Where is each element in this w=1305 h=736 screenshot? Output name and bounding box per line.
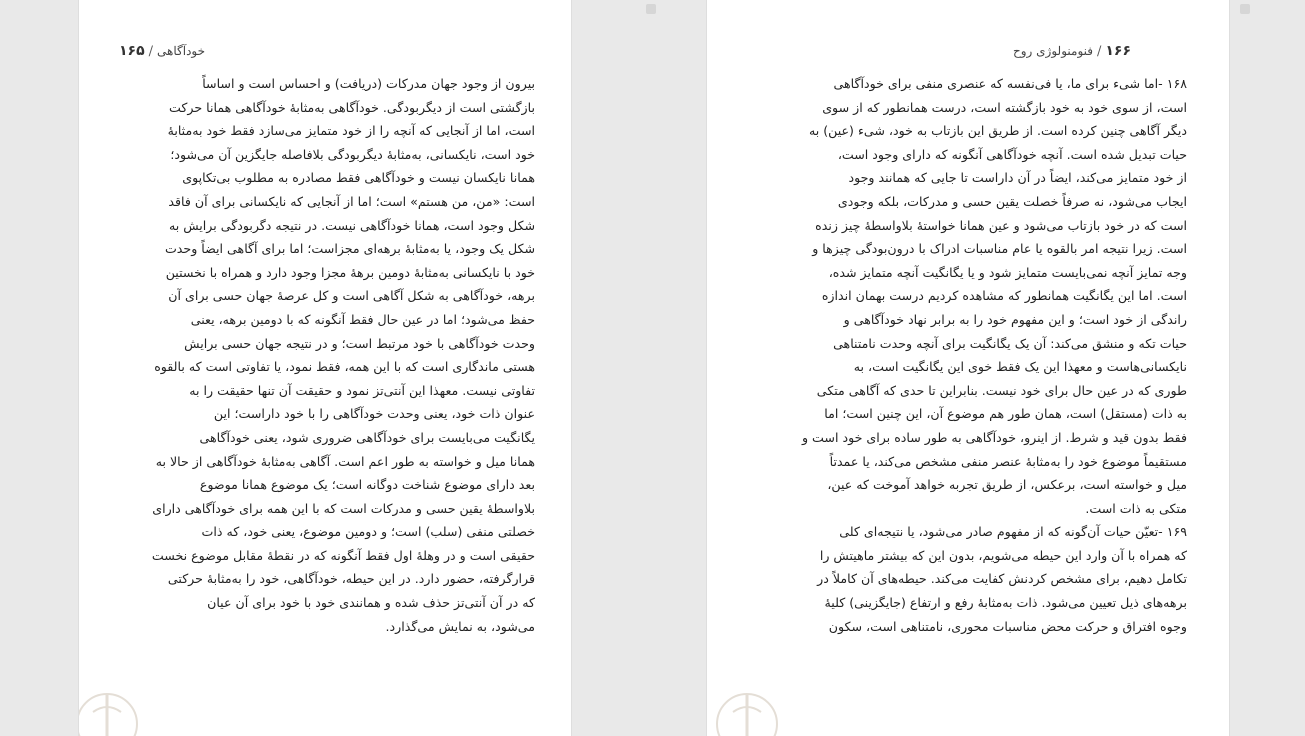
text-line: همانا میل و خواسته به طور اعم است. آگاهی به‌مثابهٔ خودآگاهی از حالا به xyxy=(155,453,535,469)
left-page-body xyxy=(119,72,535,638)
text-line: ۱۶۹ -تعیّن حیات آن‌گونه که از مفهوم صادر می‌شود، یا نتیجه‌ای کلی xyxy=(839,524,1187,540)
text-line: شکل یک وجود، یا به‌مثابهٔ برهه‌ای مجزاست؛ اما برای آگاهی ایضاً وحدت xyxy=(164,241,535,257)
right-page xyxy=(706,0,1230,736)
text-line: هستی ماندگاری است که با این همه، فقط نمود، یا تفاوتی است که بالقوه xyxy=(154,359,535,375)
text-line: نایکسانی‌هاست و معهذا این یک فقط خوی این یگانگیت است، به xyxy=(853,359,1187,375)
text-line: از خود متمایز می‌کند، ایضاً در آن داراست تا جایی که همانند وجود xyxy=(848,170,1187,186)
text-line: ایجاب می‌شود، نه صرفاً خصلت یقین حسی و مدرکات، بلکه وجودی xyxy=(837,193,1187,209)
text-line: خود است، نایکسانی، به‌مثابهٔ دیگربودگی بلافاصله جایگزین آن می‌شود؛ xyxy=(170,146,535,162)
left-page xyxy=(78,0,572,736)
text-line: طوری که در عین حال برای خود نیست. بنابراین تا حدی که آگاهی متکی xyxy=(816,382,1187,398)
text-line: خود با نایکسانی به‌مثابهٔ دومین برههٔ مجزا وجود دارد و همراه با نخستین xyxy=(165,264,535,280)
text-line: که همراه با آن وارد این حیطه می‌شویم، بدون این که بیشتر ماهیتش را xyxy=(819,547,1187,563)
text-line: مستقیماً موضوع خود را به‌مثابهٔ عنصر منفی مشخص می‌کند، یا عمدتاً xyxy=(829,453,1187,469)
text-line: ۱۶۸ -اما شیء برای ما، یا فی‌نفسه که عنصری منفی برای خودآگاهی xyxy=(833,76,1187,91)
text-line: شکل وجود است، همانا خودآگاهی نیست. در نتیجه دگربودگی برایش به xyxy=(168,217,535,233)
text-line: برهه، خودآگاهی به شکل آگاهی است و کل عرصهٔ جهان حسی برای آن xyxy=(168,288,535,304)
text-line: متکی به ذات است. xyxy=(1085,500,1187,516)
text-line: است. زیرا نتیجه امر بالقوه یا عام مناسبات ادراک با درون‌بودگی چیزها و xyxy=(812,241,1187,257)
text-line: حیات تبدیل شده است. آنچه خودآگاهی آنگونه که دارای وجود است، xyxy=(837,146,1187,162)
header-separator: / xyxy=(1097,43,1102,59)
text-line: قرارگرفته، حضور دارد. در این حیطه، خودآگاهی، خود را به‌مثابهٔ حرکتی xyxy=(167,571,535,587)
running-title: فنومنولوژی روح xyxy=(1013,44,1093,58)
text-line: بازگشتی است از دیگربودگی. خودآگاهی به‌مثابهٔ خودآگاهی همانا حرکت xyxy=(169,99,535,115)
text-line: وجوه افتراق و حرکت محض مناسبات محوری، نامتناهی است، سکون xyxy=(828,618,1187,634)
text-line: فقط بدون قید و شرط. از اینرو، خودآگاهی به طور ساده برای خود است و xyxy=(801,429,1187,445)
text-line: راندگی از خود است؛ و این مفهوم خود را به برابر نهاد خودآگاهی و xyxy=(843,311,1187,327)
running-title: خودآگاهی xyxy=(157,44,206,58)
text-line: عنوان ذات خود، یعنی وحدت خودآگاهی را با خود داراست؛ این xyxy=(213,406,535,422)
right-page-body xyxy=(763,72,1187,638)
text-line: تفاوتی نیست. معهذا این آنتی‌تز نمود و حقیقت آن تنها حقیقت را به xyxy=(189,382,535,398)
viewer-background-middle xyxy=(572,0,706,736)
right-page-header xyxy=(1013,40,1131,62)
text-line: است، اما از آنجایی که آنچه را از خود متمایز می‌سازد فقط خود به‌مثابهٔ xyxy=(167,123,535,139)
text-line: است: «من، من هستم» است؛ اما از آنجایی که نایکسانی برای آن فاقد xyxy=(168,193,535,209)
viewer-background-left xyxy=(0,0,78,736)
text-line: بعد دارای موضوع شناخت دوگانه است؛ یک موضوع همانا موضوع xyxy=(199,477,535,493)
text-line: خصلتی منفی (سلب) است؛ و دومین موضوع، یعنی خود، که ذات xyxy=(201,524,535,540)
text-line: وحدت خودآگاهی با خود مرتبط است؛ و در نتیجه جهان حسی برایش xyxy=(184,335,535,351)
text-line: می‌شود، به نمایش می‌گذارد. xyxy=(385,618,535,634)
text-line: حفظ می‌شود؛ اما در عین حال فقط آنگونه که با دومین برهه، یعنی xyxy=(190,311,535,327)
text-line: همانا نایکسان نیست و خودآگاهی فقط مصادره به مطلوب بی‌تکاپوی xyxy=(182,170,535,186)
header-separator: / xyxy=(148,43,154,59)
text-line: حیات تکه و منشق می‌کند: آن یک یگانگیت برای آنچه وحدت نامتناهی xyxy=(833,335,1187,351)
text-line: به ذات (مستقل) است، همان طور هم موضوع آن، این چنین است؛ اما xyxy=(824,406,1187,422)
page-number: ۱۶۵ xyxy=(119,43,145,59)
watermark-seal-icon xyxy=(715,666,785,736)
text-line: است. اما این یگانگیت همانطور که مشاهده کردیم درست بهمان اندازه xyxy=(821,288,1187,304)
text-line: بلاواسطهٔ یقین حسی و مدرکات است که با این همه برای خودآگاهی دارای xyxy=(152,500,535,516)
text-line: حقیقی است و در وهلهٔ اول فقط آنگونه که در نقطهٔ مقابل موضوع نخست xyxy=(151,547,535,563)
watermark-seal-icon xyxy=(79,666,149,736)
text-line: که در آن آنتی‌تز حذف شده و همانندی خود با خود برای آن عیان xyxy=(207,595,535,611)
page-number: ۱۶۶ xyxy=(1105,43,1132,59)
scroll-marker[interactable] xyxy=(646,4,656,14)
text-line: است که در خود بازتاب می‌شود و عین همانا خواستهٔ بلاواسطهٔ چیز زنده xyxy=(815,217,1187,233)
text-line: یگانگیت می‌بایست برای خودآگاهی ضروری شود، یعنی خودآگاهی xyxy=(199,429,535,445)
scroll-marker-right[interactable] xyxy=(1240,4,1250,14)
text-line: وجه تمایز آنچه نمی‌بایست متمایز شود و یا یگانگیت آنچه متمایز شده، xyxy=(828,264,1187,280)
text-line: برهه‌های ذیل تعیین می‌شود. ذات به‌مثابهٔ رفع و ارتفاع (جایگزینی) کلیهٔ xyxy=(824,595,1187,611)
text-line: میل و خواسته است، برعکس، از طریق تجربه خواهد آموخت که عین، xyxy=(827,477,1187,493)
viewer-background-right xyxy=(1230,0,1305,736)
text-line: بیرون از وجود جهان مدرکات (دریافت) و احساس است و اساساً xyxy=(202,76,535,91)
left-page-header xyxy=(119,40,205,62)
text-line: تکامل دهیم، برای مشخص کردنش کفایت می‌کند. حیطه‌های آن کاملاً در xyxy=(817,571,1187,587)
text-line: است، از سوی خود به خود بازگشته است، درست همانطور که از سوی xyxy=(822,99,1187,115)
text-line: دیگر آگاهی چنین کرده است. از طریق این بازتاب به خود، شیء (عین) به xyxy=(808,123,1187,139)
